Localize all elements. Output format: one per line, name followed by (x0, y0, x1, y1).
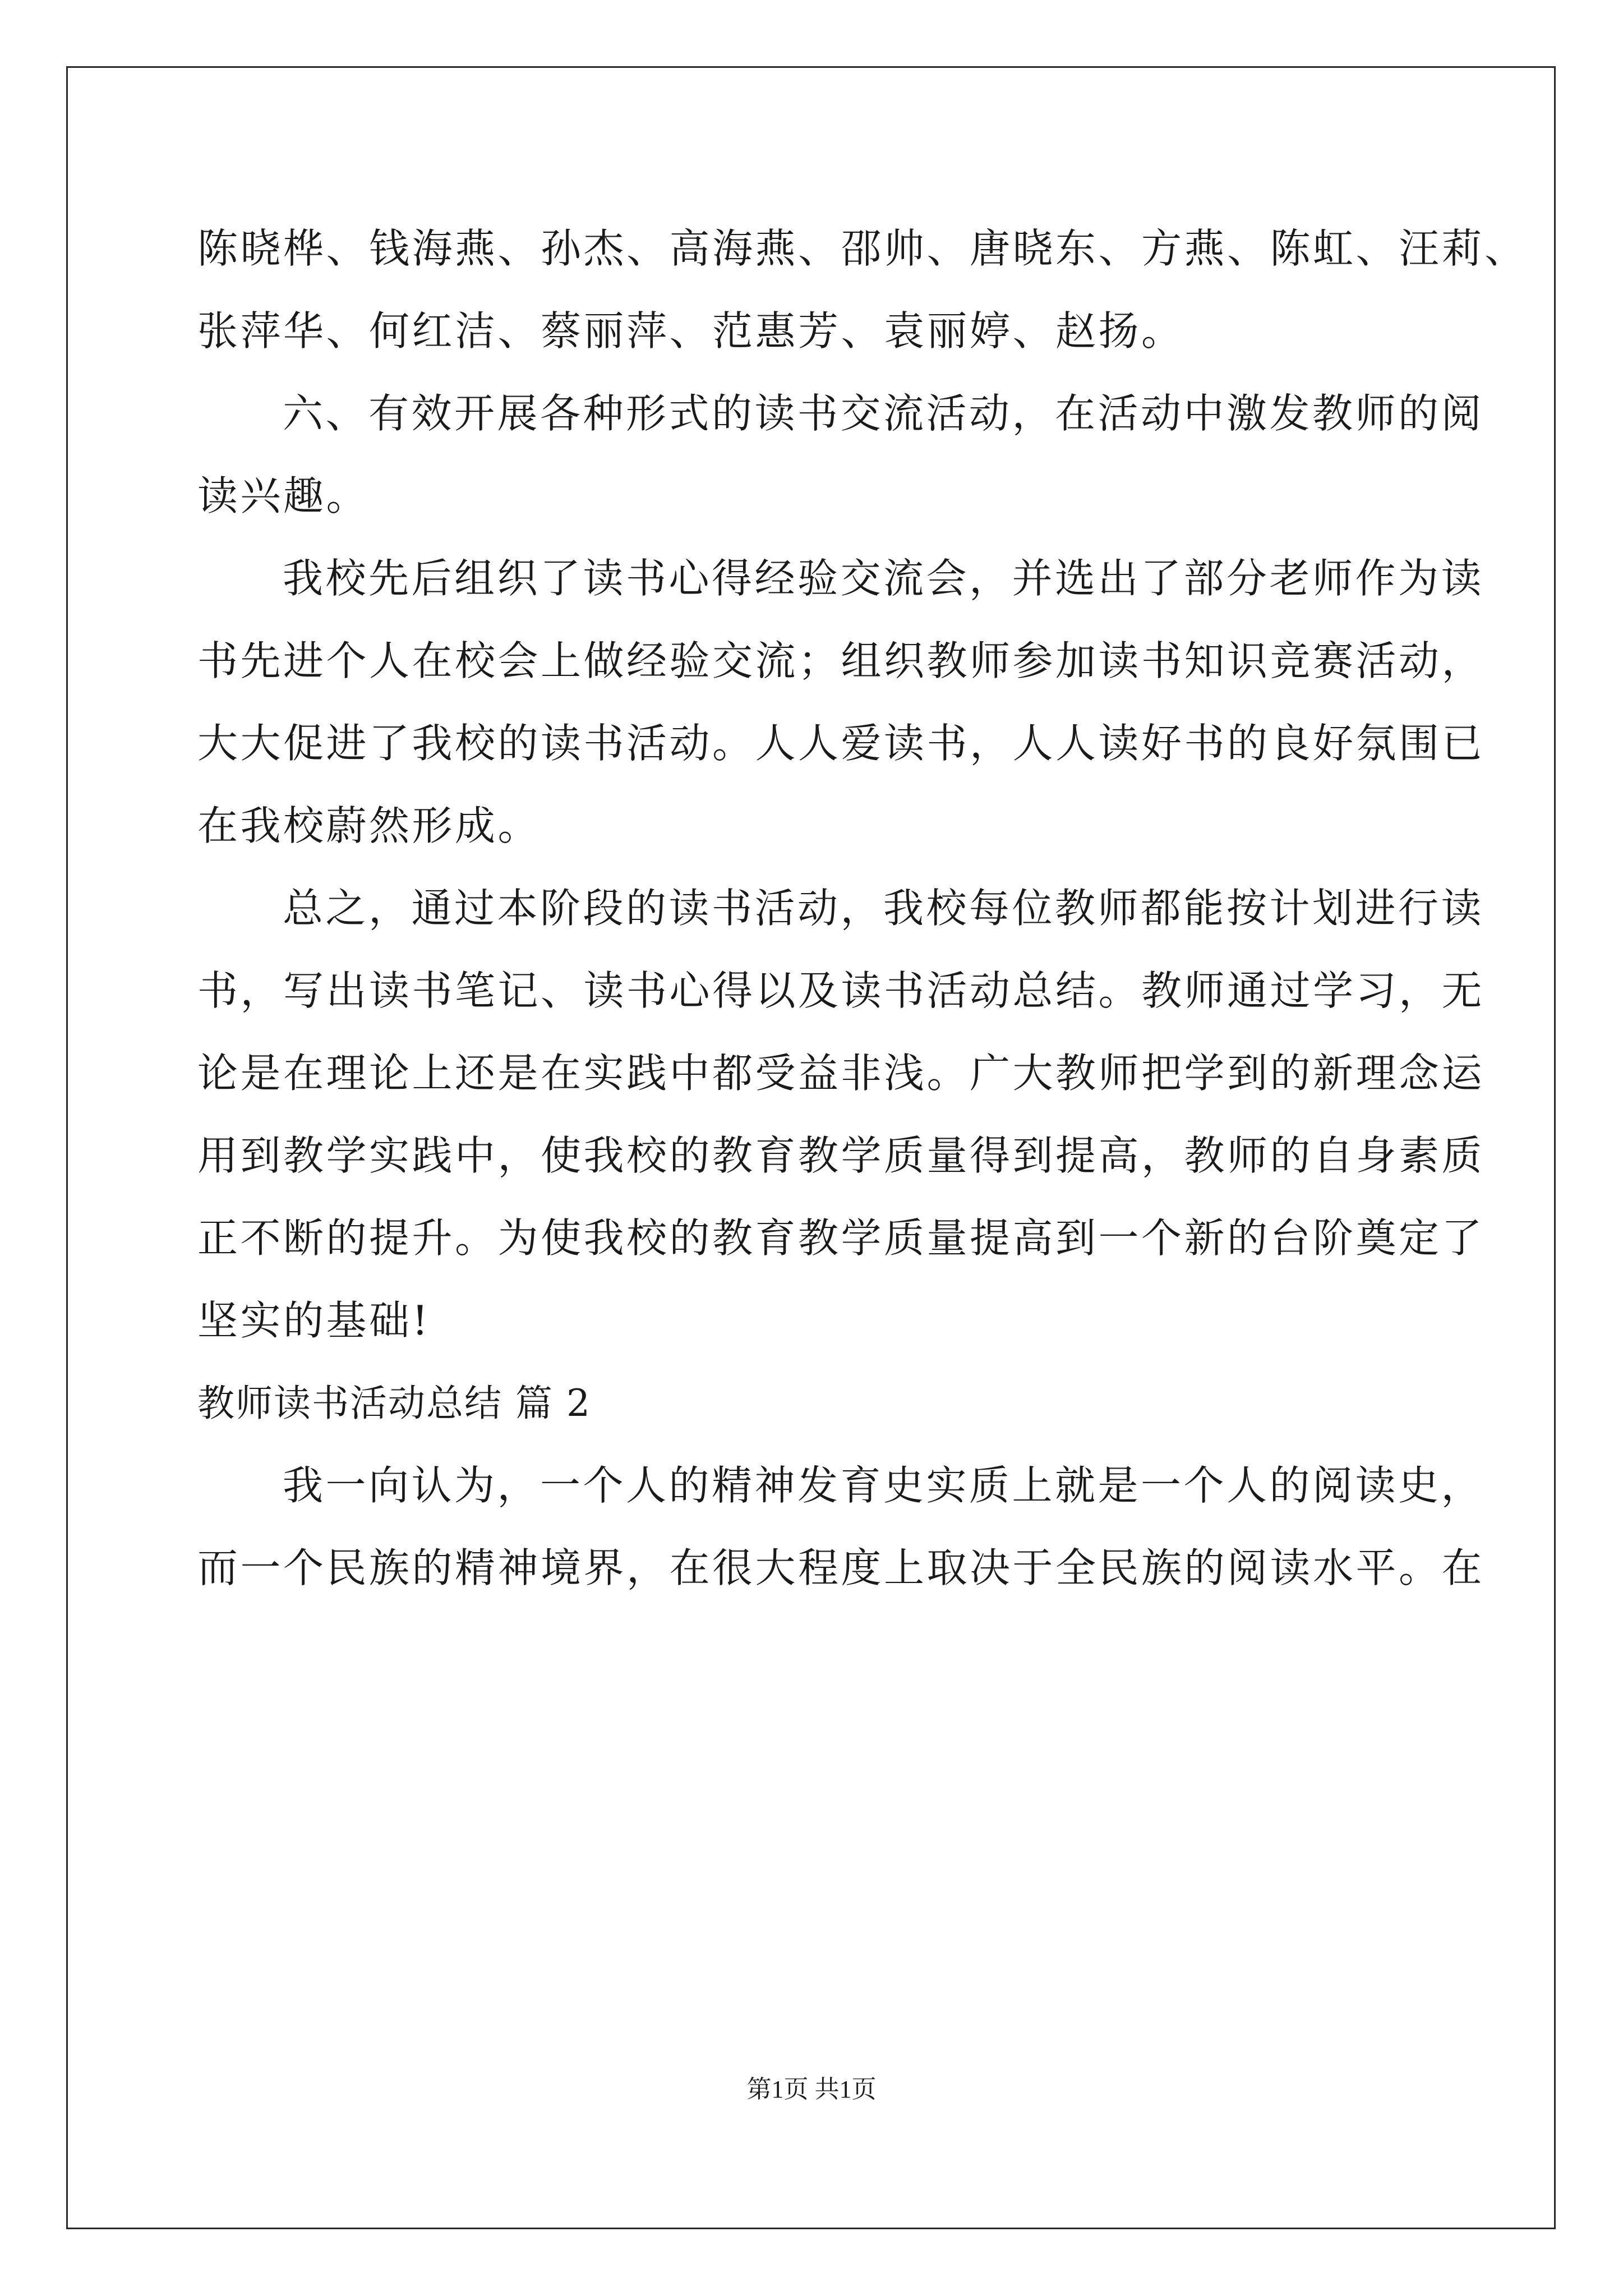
paragraph-exchange-activities (197, 537, 1485, 867)
text-line: 总之，通过本阶段的读书活动，我校每位教师都能按计划进行读 (283, 885, 1484, 932)
document-body (197, 208, 1528, 1609)
text-line: 而一个民族的精神境界，在很大程度上取决于全民族的阅读水平。在 (197, 1544, 1485, 1591)
text-line: 论是在理论上还是在实践中都受益非浅。广大教师把学到的新理念运 (197, 1050, 1485, 1097)
text-line: 张萍华、何红洁、蔡丽萍、范惠芳、袁丽婷、赵扬。 (197, 307, 1184, 355)
text-line: 陈晓桦、钱海燕、孙杰、高海燕、邵帅、唐晓东、方燕、陈虹、汪莉、 (197, 225, 1528, 272)
text-line: 书，写出读书笔记、读书心得以及读书活动总结。教师通过学习，无 (197, 967, 1485, 1014)
text-line: 六、有效开展各种形式的读书交流活动，在活动中激发教师的阅 (283, 390, 1484, 437)
text-line: 正不断的提升。为使我校的教育教学质量提高到一个新的台阶奠定了 (197, 1214, 1485, 1262)
paragraph-reading-history (197, 1444, 1485, 1609)
text-line: 坚实的基础! (197, 1297, 431, 1344)
text-line: 在我校蔚然形成。 (197, 802, 541, 849)
page-footer: 第1页 共1页 (746, 2076, 877, 2103)
paragraph-section-six (197, 372, 1484, 537)
paragraph-conclusion (197, 867, 1485, 1362)
paragraph-name-list (197, 208, 1528, 372)
text-line: 我一向认为，一个人的精神发育史实质上就是一个人的阅读史， (283, 1462, 1484, 1509)
text-line: 读兴趣。 (197, 472, 370, 519)
text-line: 大大促进了我校的读书活动。人人爱读书，人人读好书的良好氛围已 (197, 720, 1485, 767)
text-line: 用到教学实践中，使我校的教育教学质量得到提高，教师的自身素质 (197, 1132, 1485, 1179)
section-heading: 教师读书活动总结 篇 2 (197, 1382, 591, 1425)
text-line: 书先进个人在校会上做经验交流；组织教师参加读书知识竞赛活动， (197, 637, 1485, 684)
text-line: 我校先后组织了读书心得经验交流会，并选出了部分老师作为读 (283, 555, 1484, 602)
